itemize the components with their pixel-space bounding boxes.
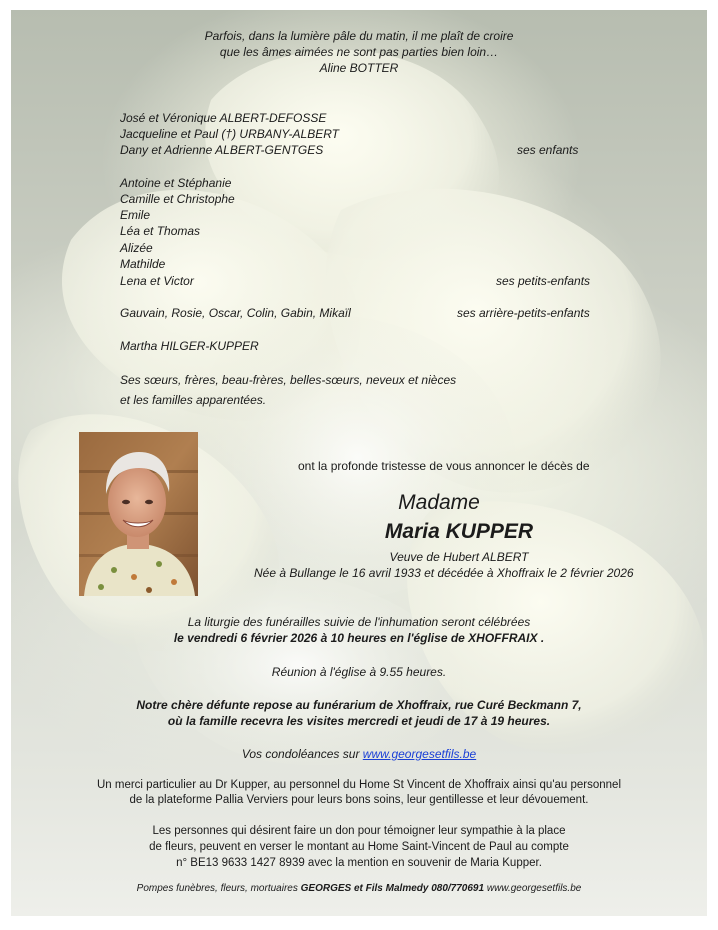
funerarium-line-2: où la famille recevra les visites mercredi et jeudi de 17 à 19 heures. <box>167 714 551 728</box>
announcement: ont la profonde tristesse de vous annoncer le décès de <box>298 459 590 473</box>
deceased-name: Maria KUPPER <box>384 520 534 543</box>
footer-company: GEORGES et Fils Malmedy 080/770691 <box>300 883 485 894</box>
donation-line-3: n° BE13 9633 1427 8939 avec la mention en souvenir de Maria Kupper. <box>176 857 542 869</box>
quote-line-2: que les âmes aimées ne sont pas parties bien loin… <box>219 45 499 59</box>
footer-prefix: Pompes funèbres, fleurs, mortuaires <box>136 883 301 894</box>
great-grandchildren-label: ses arrière-petits-enfants <box>457 306 590 320</box>
child-name: Jacqueline et Paul (†) URBANY-ALBERT <box>120 127 339 141</box>
grandchild-name: Mathilde <box>120 257 166 271</box>
thanks-line-2: de la plateforme Pallia Verviers pour leurs bons soins, leur gentillesse et leur dévouement. <box>129 794 589 806</box>
extended-family-line-2: et les familles apparentées. <box>120 393 267 407</box>
funeral-line-2: le vendredi 6 février 2026 à 10 heures en l'église de XHOFFRAIX . <box>173 631 545 645</box>
grandchild-name: Camille et Christophe <box>120 192 235 206</box>
deceased-dates: Née à Bullange le 16 avril 1933 et décédée à Xhoffraix le 2 février 2026 <box>254 566 634 580</box>
deceased-widow-of: Veuve de Hubert ALBERT <box>389 550 529 564</box>
grandchild-name: Lena et Victor <box>120 274 194 288</box>
donation-line-1: Les personnes qui désirent faire un don pour témoigner leur sympathie à la place <box>152 825 566 837</box>
funeral-line-1: La liturgie des funérailles suivie de l'inhumation seront célébrées <box>187 615 531 629</box>
quote-author: Aline BOTTER <box>319 61 399 75</box>
grandchildren-label: ses petits-enfants <box>496 274 591 288</box>
extended-family-line-1: Ses sœurs, frères, beau-frères, belles-sœurs, neveux et nièces <box>120 373 457 387</box>
grandchild-name: Emile <box>120 208 151 222</box>
condolences-link[interactable]: www.georgesetfils.be <box>362 747 477 761</box>
thanks-line-1: Un merci particulier au Dr Kupper, au personnel du Home St Vincent de Xhoffraix ainsi qu'au personnel <box>96 779 622 791</box>
funerarium-line-1: Notre chère défunte repose au funérarium de Xhoffraix, rue Curé Beckmann 7, <box>136 698 582 712</box>
grandchild-name: Léa et Thomas <box>120 224 201 238</box>
grandchild-name: Antoine et Stéphanie <box>120 176 232 190</box>
child-name: José et Véronique ALBERT-DEFOSSE <box>120 111 327 125</box>
footer <box>11 883 707 894</box>
deceased-title: Madame <box>398 491 480 514</box>
other-relative: Martha HILGER-KUPPER <box>120 339 259 353</box>
quote-line-1: Parfois, dans la lumière pâle du matin, il me plaît de croire <box>204 29 514 43</box>
condolences-text: Vos condoléances sur <box>241 747 363 761</box>
great-grandchildren-names: Gauvain, Rosie, Oscar, Colin, Gabin, Mikaïl <box>120 306 351 320</box>
children-label: ses enfants <box>517 143 579 157</box>
obituary-card <box>11 10 707 916</box>
child-name: Dany et Adrienne ALBERT-GENTGES <box>120 143 324 157</box>
funeral-meeting: Réunion à l'église à 9.55 heures. <box>271 665 447 679</box>
grandchild-name: Alizée <box>120 241 153 255</box>
footer-website: www.georgesetfils.be <box>484 883 582 894</box>
condolences-line <box>11 747 707 761</box>
donation-line-2: de fleurs, peuvent en verser le montant au Home Saint-Vincent de Paul au compte <box>149 841 569 853</box>
